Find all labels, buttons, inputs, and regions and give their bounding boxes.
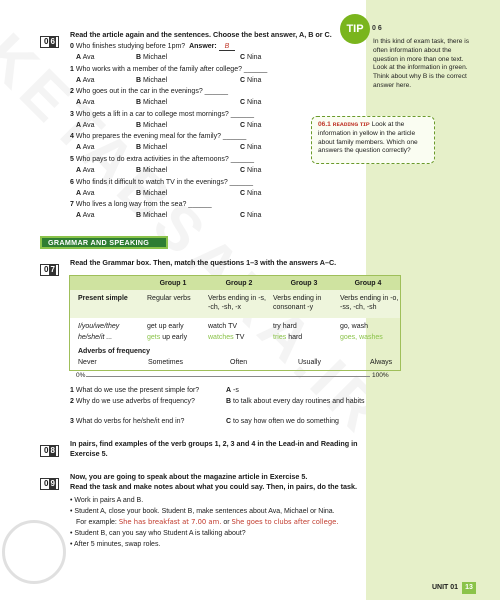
group-4-header: Group 4 [354,280,382,287]
option-a[interactable]: A Ava [76,189,95,197]
page-number: 13 [462,582,476,594]
subject-third-person: he/she/it ... [78,334,113,341]
question-3: 3 Who gets a lift in a car to college most mornings? ______ [70,110,255,118]
option-b[interactable]: B Michael [136,121,168,129]
question-4: 4 Who prepares the evening meal for the family? ______ [70,133,247,141]
question-0: 0 Who finishes studying before 1pm? Answer: B [70,43,235,50]
exercise-09-instruction-1: Now, you are going to speak about the magazine article in Exercise 5. [70,472,308,481]
exercise-06-number: 0 6 [40,31,59,49]
option-b[interactable]: B Michael [136,144,168,152]
group-1-header: Group 1 [159,280,187,287]
option-a[interactable]: A Ava [76,54,95,61]
exercise-07-number: 0 7 [40,259,59,277]
option-a[interactable]: A Ava [76,76,95,84]
option-c[interactable]: C Nina [240,144,262,152]
option-c[interactable]: C Nina [240,54,262,61]
bullet-item: • Work in pairs A and B. [70,497,144,504]
percent-left: 0% [76,372,86,379]
exercise-06-instruction: Read the article again and the sentences. Choose the best answer, A, B or C. [70,30,332,39]
question-1: 1 Who works with a member of the family after college? ______ [70,65,268,73]
option-a[interactable]: A Ava [76,212,95,220]
group-2-header: Group 2 [225,280,253,287]
match-answer-b: B to talk about every day routines and habits [226,398,365,405]
reading-tip-label: 06.1 ʀᴇᴀᴅɪɴɢ ᴛɪᴘ [318,121,370,128]
exercise-09-bullets [70,495,370,550]
tip-number: 0 6 [372,25,382,32]
adverb-often: Often [230,359,248,366]
option-b[interactable]: B Michael [136,189,168,197]
bullet-example: For example: She has breakfast at 7.00 am. or She goes to clubs after college. [76,518,339,526]
tip-text: In this kind of exam task, there is often information about the question in more than one text. Look at the information in green. Think about why B is the correct answer here. [373,38,470,89]
reading-tip-text: Look at the information in yellow in the article about family members. Which one answers the question correctly? [318,121,418,155]
publisher-logo [2,520,66,584]
group-4-third-person: goes, washes [340,334,383,341]
bullet-item: • Student A, close your book. Student B, make sentences about Ava, Michael or Nina. [70,508,335,515]
match-question-2: 2 Why do we use adverbs of frequency? [70,398,195,405]
bullet-item: • Student B, can you say who Student A is talking about? [70,530,246,537]
answer-value: B [219,43,236,51]
exercise-08-number: 0 8 [40,440,59,458]
option-a[interactable]: A Ava [76,167,95,174]
group-4-example: go, wash [340,323,369,330]
frequency-scale [86,376,370,377]
option-b[interactable]: B Michael [136,212,168,220]
option-a[interactable]: A Ava [76,144,95,152]
group-2-example: watch TV [208,323,238,330]
option-b[interactable]: B Michael [136,99,168,107]
exercise-09-number: 0 9 [40,473,59,491]
bullet-item: • After 5 minutes, swap roles. [70,541,161,548]
group-2-third-person: watches TV [208,334,245,341]
match-question-1: 1 What do we use the present simple for? [70,387,200,394]
question-5: 5 Who pays to do extra activities in the afternoons? ______ [70,156,255,163]
option-a[interactable]: A Ava [76,121,95,129]
adverb-never: Never [78,359,97,366]
group-3-third-person: tries hard [273,334,303,341]
option-a[interactable]: A Ava [76,99,95,107]
grammar-box [69,275,401,371]
group-1-desc: Regular verbs [147,295,191,302]
group-1-third-person: gets up early [147,334,188,341]
group-4-desc: Verbs ending in -o, -ss, -ch, -sh [340,295,399,311]
exercise-07-instruction: Read the Grammar box. Then, match the questions 1–3 with the answers A–C. [70,258,337,267]
option-c[interactable]: C Nina [240,76,262,84]
adverbs-title: Adverbs of frequency [78,348,150,355]
match-answer-c: C to say how often we do something [226,418,339,425]
subject-plural: I/you/we/they [78,323,120,330]
reading-tip-box [311,116,435,164]
group-3-example: try hard [273,323,297,330]
question-2: 2 Who goes out in the car in the evenings? ______ [70,88,229,96]
watermark [0,20,399,449]
match-answer-a: A -s [226,387,239,394]
option-c[interactable]: C Nina [240,212,262,220]
option-b[interactable]: B Michael [136,167,168,174]
option-c[interactable]: C Nina [240,167,262,174]
grammar-heading: GRAMMAR AND SPEAKING [40,236,168,249]
percent-right: 100% [372,372,389,379]
group-2-desc: Verbs ending in -s, -ch, -sh, -x [208,295,266,311]
adverb-sometimes: Sometimes [148,359,184,366]
group-1-example: get up early [147,323,184,330]
adverb-always: Always [370,359,393,366]
match-question-3: 3 What do verbs for he/she/it end in? [70,418,185,425]
exercise-09-instruction-2: Read the task and make notes about what you could say. Then, in pairs, do the task. [70,482,358,491]
exercise-08-instruction: In pairs, find examples of the verb groups 1, 2, 3 and 4 in the Lead-in and Reading in Exercise 5. [70,439,358,458]
option-c[interactable]: C Nina [240,189,262,197]
group-3-header: Group 3 [290,280,318,287]
question-6: 6 Who finds it difficult to watch TV in the evenings? ______ [70,178,254,186]
present-simple-label: Present simple [78,295,128,302]
option-b[interactable]: B Michael [136,76,168,84]
tip-badge: TIP [340,14,370,44]
option-b[interactable]: B Michael [136,54,168,61]
option-c[interactable]: C Nina [240,121,262,129]
adverb-usually: Usually [298,359,321,366]
question-7: 7 Who lives a long way from the sea? ______ [70,201,212,209]
group-3-desc: Verbs ending in consonant -y [273,295,322,311]
unit-label: UNIT 01 [432,584,459,591]
option-c[interactable]: C Nina [240,99,262,107]
